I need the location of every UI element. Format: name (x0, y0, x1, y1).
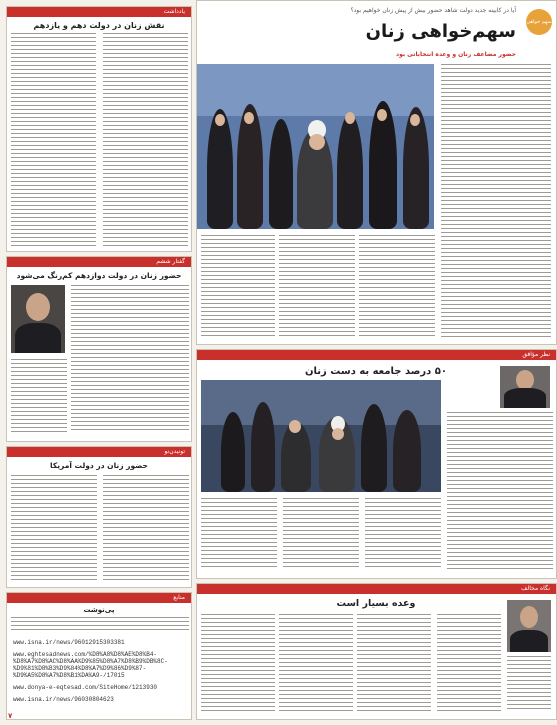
sidebar-1-label: یادداشت (7, 7, 191, 17)
main-body-col-1 (359, 235, 435, 341)
sidebar-sources (6, 592, 192, 720)
main-subtitle: حضور مضاعف زنان و وعده انتخاباتی بود (395, 51, 516, 58)
sidebar-4-title: پی‌نوشت (83, 606, 115, 614)
source-link[interactable]: %D9%81%D8%B3%D9%84%D8%A7%D9%86%D9%87- (13, 665, 147, 672)
source-link[interactable]: %D9%A5%D8%A7%D8%B1%DA%A9-/17015 (13, 672, 125, 679)
official-portrait (11, 285, 65, 353)
bottom-text-col-4 (201, 614, 275, 714)
source-link[interactable]: www.eghtesadnews.com/%D8%A8%D8%AE%D8%B4- (13, 651, 158, 658)
main-kicker: آیا در کابینه جدید دولت شاهد حضور بیش از پیش زنان خواهیم بود؟ (350, 7, 516, 14)
critic-portrait (507, 600, 551, 652)
mid-label: نظر مؤافق (197, 350, 556, 360)
sidebar-2-title: حضور زنان در دولت دوازدهم کم‌رنگ می‌شود (16, 271, 182, 280)
source-link[interactable]: www.donya-e-eqtesad.com/SiteHome/1213930 (13, 684, 158, 691)
page-number: ۷ (8, 712, 13, 720)
sidebar-article-1 (6, 6, 192, 252)
sidebar-2-text (71, 285, 189, 435)
mid-text-col-3 (201, 498, 277, 574)
bottom-text-col-5 (507, 656, 551, 714)
mid-title: ۵۰ درصد جامعه به دست زنان (305, 366, 447, 377)
source-links (13, 639, 189, 703)
expert-portrait (500, 366, 550, 408)
sidebar-1-text-b (103, 33, 188, 248)
mid-text-right (447, 412, 553, 574)
bottom-text-col-3 (279, 614, 353, 714)
sidebar-3-text (11, 475, 97, 583)
main-body-col-2 (279, 235, 355, 341)
sidebar-3-title: حضور زنان در دولت آمریکا (50, 461, 148, 470)
bottom-title: وعده بسیار است (336, 598, 416, 609)
sources-intro (11, 617, 189, 637)
sidebar-2-label: گفتار ششم (7, 257, 191, 267)
main-article (196, 0, 557, 345)
meeting-photo (201, 380, 441, 492)
sidebar-3-label: تونیدن‌نو (7, 447, 191, 457)
bottom-text-col-1 (437, 614, 501, 714)
sidebar-4-label: منابع (7, 593, 191, 603)
source-link[interactable]: %D8%A7%D8%AC%D8%AA%D9%85%D8%A7%D8%B9%DB%8C- (13, 658, 168, 665)
sidebar-1-title: نقش زنان در دولت دهم و یازدهم (33, 21, 165, 30)
sidebar-2-text-b (11, 359, 67, 437)
main-intro-text (441, 64, 551, 339)
cabinet-women-photo (197, 64, 434, 229)
bottom-text-col-2 (357, 614, 431, 714)
bottom-article (196, 583, 557, 720)
source-link[interactable]: www.isna.ir/news/96030804623 (13, 696, 114, 703)
mid-text-col-1 (365, 498, 441, 574)
sidebar-article-3 (6, 446, 192, 588)
main-title: سهم‌خواهی زنان (365, 21, 516, 42)
sidebar-3-text-b (103, 475, 189, 583)
mid-text-col-2 (283, 498, 359, 574)
bottom-label: نگاه مخالف (197, 584, 556, 594)
corner-badge: سهم خواهی زنان (526, 9, 552, 35)
main-body-col-3 (201, 235, 275, 341)
source-link[interactable]: www.isna.ir/news/96012915303381 (13, 639, 125, 646)
mid-article (196, 349, 557, 579)
sidebar-1-text (11, 33, 96, 248)
sidebar-article-2 (6, 256, 192, 442)
